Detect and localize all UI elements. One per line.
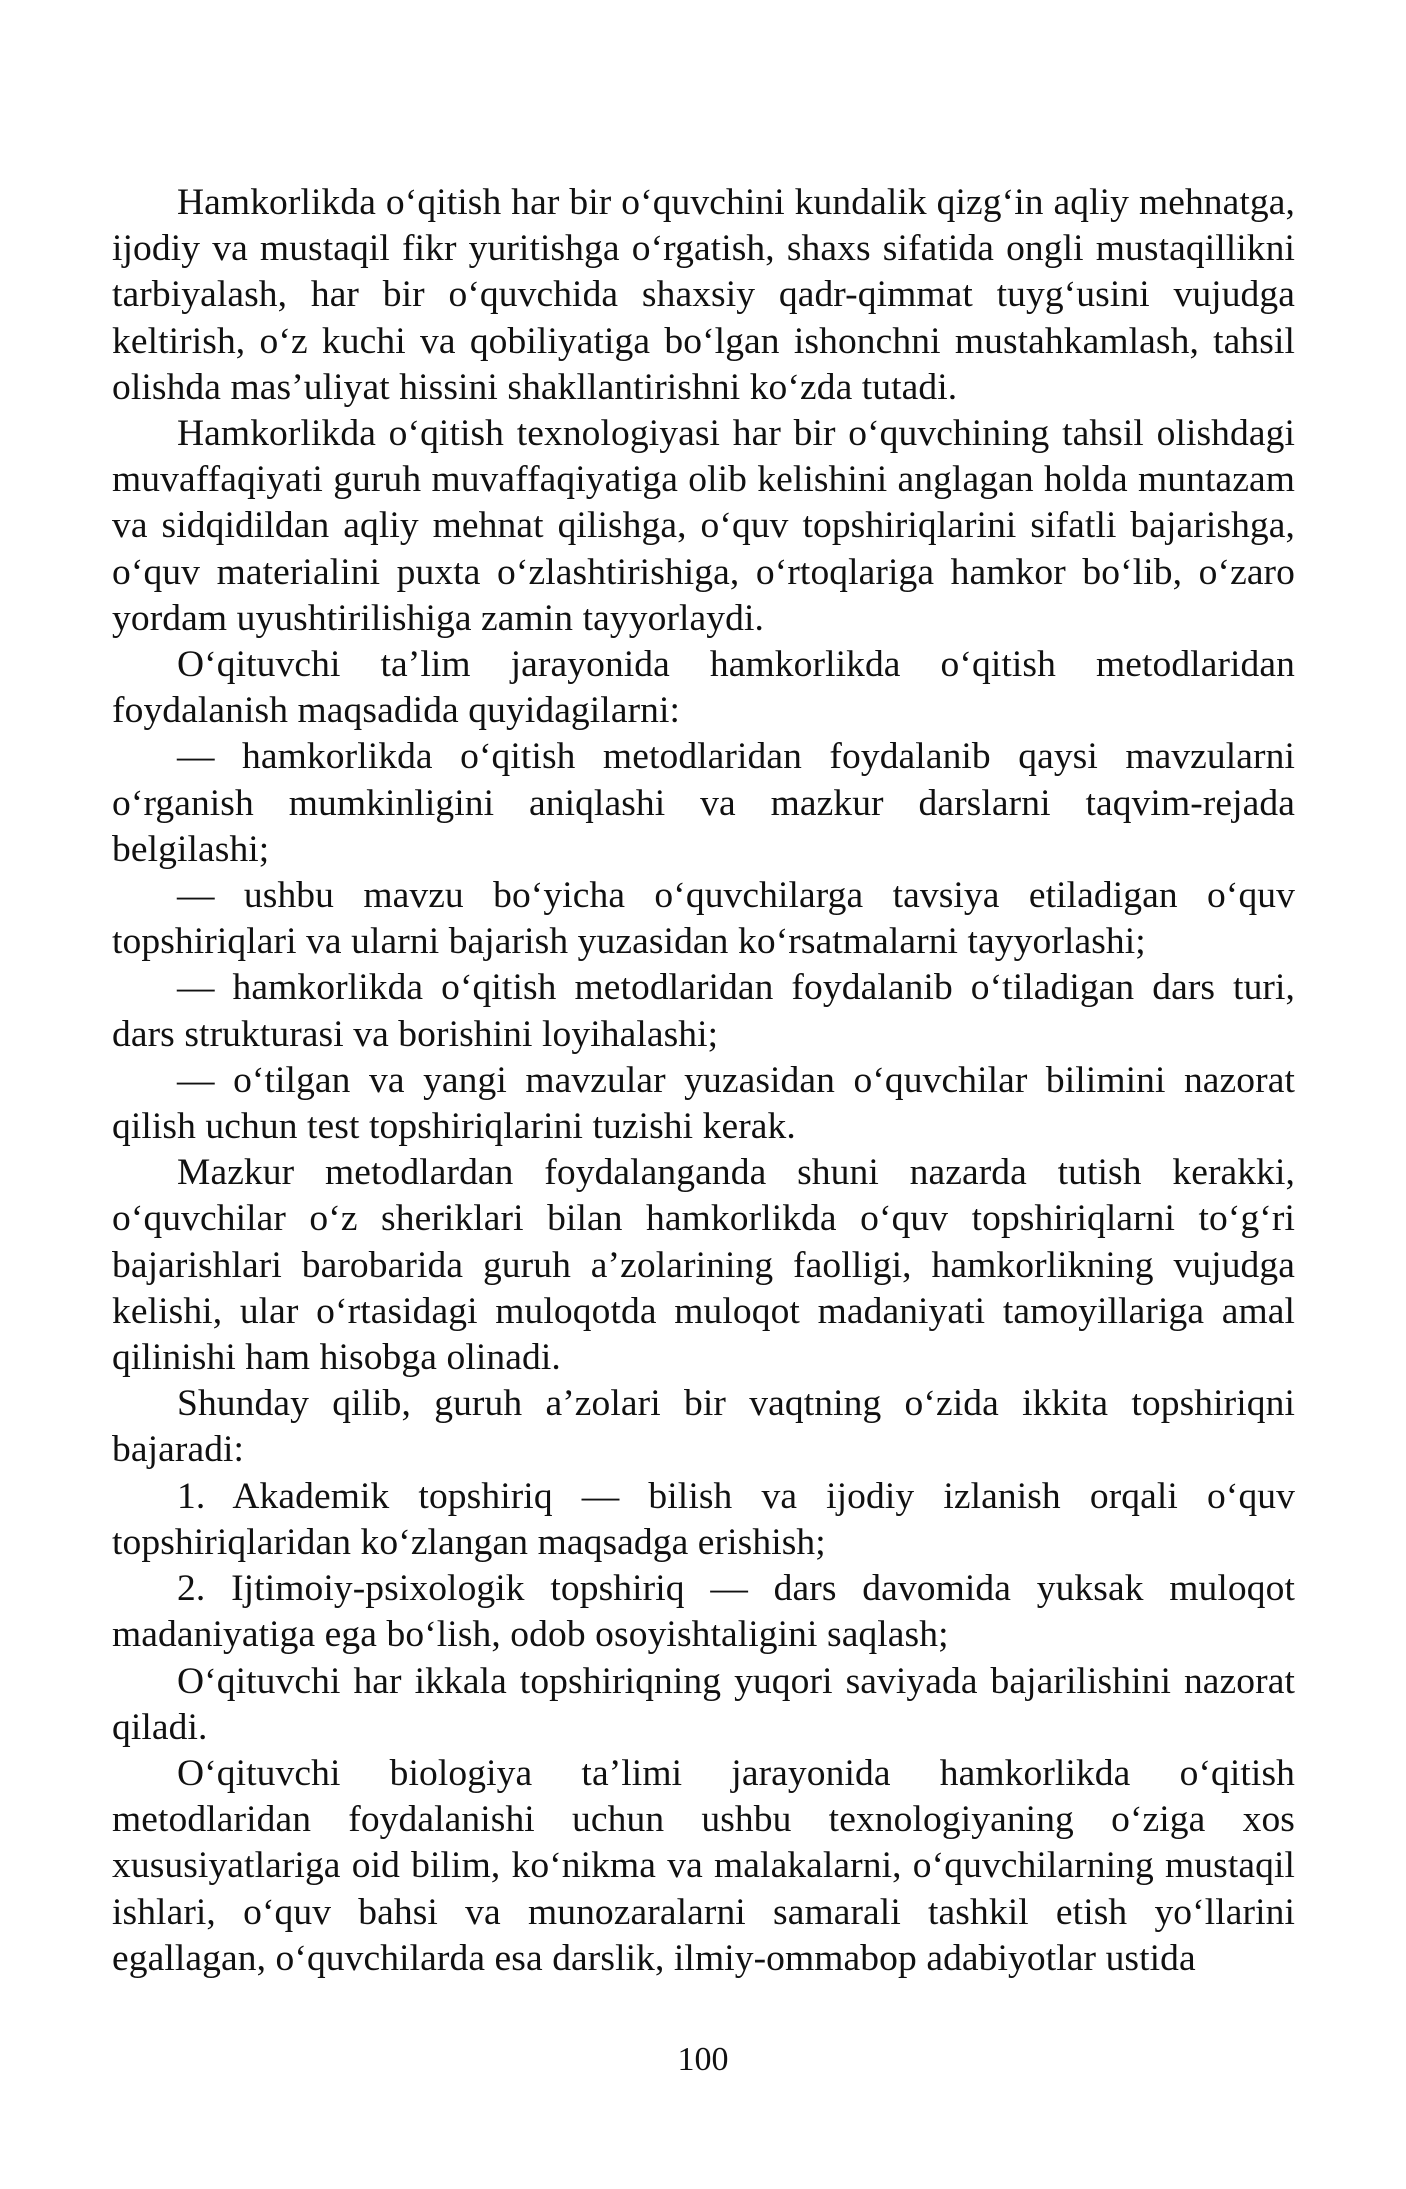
- page-number: 100: [677, 2041, 729, 2078]
- body-text: [112, 180, 1295, 1982]
- paragraph: Hamkorlikda o‘qitish har bir o‘quvchini kundalik qizg‘in aqliy mehnatga, ijodiy va mustaqil fikr yuritishga o‘rgatish, shaxs sifatida ongli mustaqillikni tarbiyalash, har bir o‘quvchida shaxsiy qadr-qimmat tuyg‘usini vujudga keltirish, o‘z kuchi va qobiliyatiga bo‘lgan ishonchni mustahkamlash, tahsil olishda mas’uliyat hissini shakllantirishni ko‘zda tutadi.: [112, 182, 1295, 408]
- paragraph: Hamkorlikda o‘qitish texnologiyasi har bir o‘quvchining tahsil olishdagi muvaffaqiyati guruh muvaffaqiyatiga olib kelishini anglagan holda muntazam va sidqidildan aqliy mehnat qilishga, o‘quv topshiriqlarini sifatli bajarishga, o‘quv materialini puxta o‘zlashtirishiga, o‘rtoqlariga hamkor bo‘lib, o‘zaro yordam uyushtirilishiga zamin tayyorlaydi.: [112, 413, 1295, 639]
- numbered-item: 2. Ijtimoiy-psixologik topshiriq — dars davomida yuksak muloqot madaniyatiga ega bo‘lish, odob osoyishtaligini saqlash;: [112, 1568, 1295, 1656]
- list-item: — hamkorlikda o‘qitish metodlaridan foydalanib o‘tiladigan dars turi, dars strukturasi va borishini loyihalashi;: [112, 967, 1295, 1055]
- paragraph: Mazkur metodlardan foydalanganda shuni nazarda tutish kerakki, o‘quvchilar o‘z sheriklari bilan hamkorlikda o‘quv topshiriqlarni to‘g‘ri bajarishlari barobarida guruh a’zolarining faolligi, hamkorlikning vujudga kelishi, ular o‘rtasidagi muloqotda muloqot madaniyati tamoyillariga amal qilinishi ham hisobga olinadi.: [112, 1152, 1295, 1379]
- paragraph: O‘qituvchi biologiya ta’limi jarayonida hamkorlikda o‘qitish metodlaridan foydalanishi uchun ushbu texnologiyaning o‘ziga xos xususiyatlariga oid bilim, ko‘nikma va malakalarni, o‘quvchilarning mustaqil ishlari, o‘quv bahsi va munozaralarni samarali tashkil etish yo‘llarini egallagan, o‘quvchilarda esa darslik, ilmiy-ommabop adabiyotlar ustida: [112, 1752, 1295, 1979]
- list-item: — o‘tilgan va yangi mavzular yuzasidan o‘quvchilar bilimini nazorat qilish uchun test topshiriqlarini tuzishi kerak.: [112, 1059, 1295, 1148]
- paragraph: O‘qituvchi har ikkala topshiriqning yuqori saviyada bajarilishini nazorat qiladi.: [112, 1660, 1295, 1748]
- paragraph: Shunday qilib, guruh a’zolari bir vaqtning o‘zida ikkita topshiriqni bajaradi:: [112, 1383, 1295, 1471]
- numbered-item: 1. Akademik topshiriq — bilish va ijodiy izlanish orqali o‘quv topshiriqlaridan ko‘zlangan maqsadga erishish;: [112, 1475, 1295, 1563]
- list-item: — hamkorlikda o‘qitish metodlaridan foydalanib qaysi mavzularni o‘rganish mumkinligini aniqlashi va mazkur darslarni taqvim-rejada belgilashi;: [112, 736, 1295, 870]
- list-item: — ushbu mavzu bo‘yicha o‘quvchilarga tavsiya etiladigan o‘quv topshiriqlari va ularni bajarish yuzasidan ko‘rsatmalarni tayyorlashi;: [112, 875, 1295, 963]
- paragraph: O‘qituvchi ta’lim jarayonida hamkorlikda o‘qitish metodlaridan foydalanish maqsadida quyidagilarni:: [112, 644, 1295, 732]
